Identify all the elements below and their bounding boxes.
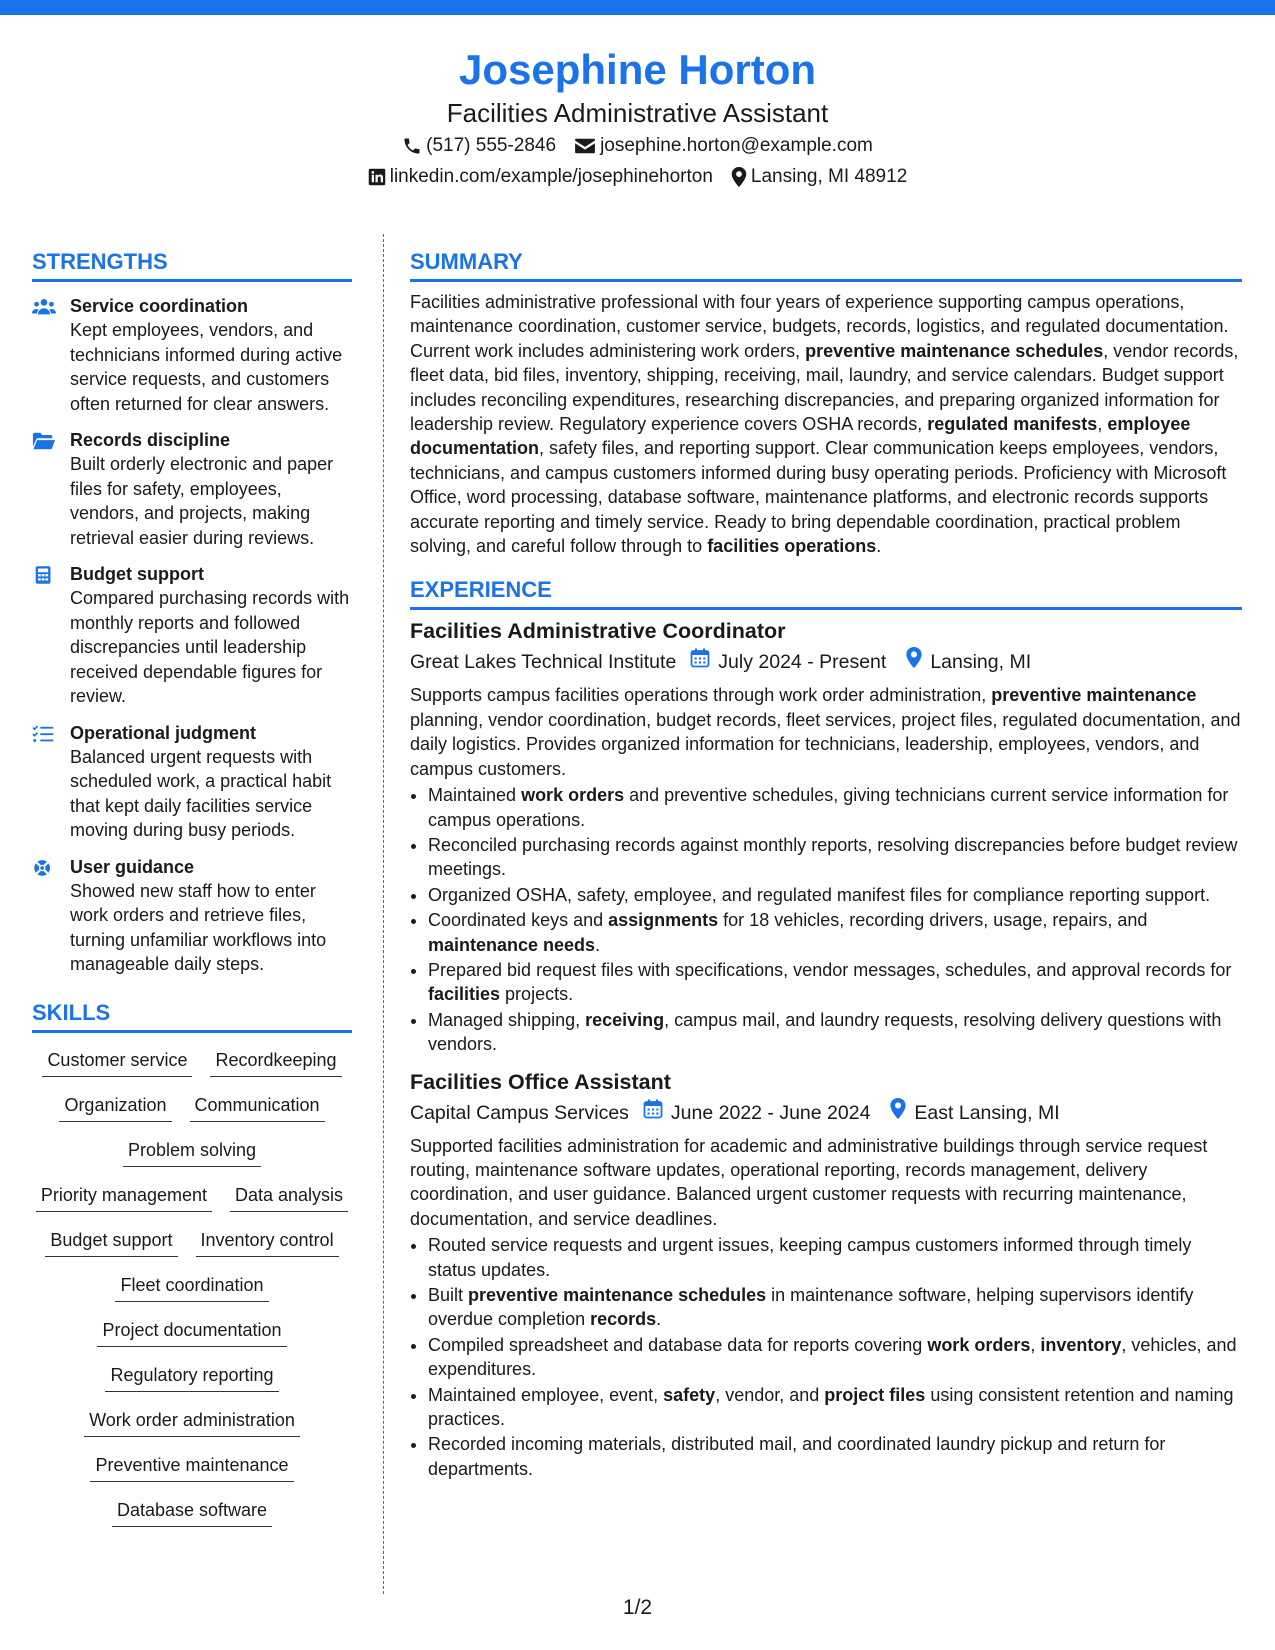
skill-row <box>32 1493 352 1538</box>
summary-heading: SUMMARY <box>410 248 1242 282</box>
skill-tag: Regulatory reporting <box>105 1363 278 1392</box>
resume-header <box>0 44 1275 192</box>
strength-item <box>32 721 352 843</box>
job-dates: July 2024 - Present <box>718 651 887 674</box>
text-run: , campus mail, and laundry requests, resolving delivery questions with vendors. <box>428 1009 1222 1055</box>
phone-number[interactable]: (517) 555-2846 <box>426 135 557 156</box>
job-description <box>410 1134 1242 1232</box>
text-run: Prepared bid request files with specifications, vendor messages, schedules, and approval records for <box>428 959 1232 980</box>
users-icon <box>32 297 56 317</box>
skill-tag: Priority management <box>36 1183 212 1212</box>
bullet-item <box>428 883 1242 907</box>
text-run: Supports campus facilities operations through work order administration, <box>410 685 992 706</box>
skills-list <box>32 1043 352 1538</box>
text-run: , vendor records, fleet data, bid files, inventory, shipping, receiving, mail, laundry, and service calendars. Budget support includes reconciling expenditures, researching discrepancies, and preparing organized information for leadership review. Regulatory experience covers OSHA records, <box>410 340 1239 435</box>
envelope-icon <box>574 137 596 155</box>
linkedin-item <box>368 161 713 192</box>
strengths-heading: STRENGTHS <box>32 248 352 282</box>
bold-keyword: project files <box>824 1384 926 1405</box>
skill-tag: Preventive maintenance <box>90 1453 293 1482</box>
text-run: , safety files, and reporting support. Clear communication keeps employees, vendors, technicians, and campus customers informed during busy operating periods. Proficiency with Microsoft Office, word processing, database software, maintenance platforms, and electronic records supports accurate reporting and timely service. Ready to bring dependable coordination, practical problem solving, and careful follow through to <box>410 438 1227 557</box>
text-run: for 18 vehicles, recording drivers, usage, repairs, and <box>718 910 1148 931</box>
text-run: . <box>656 1309 662 1330</box>
skill-row <box>32 1448 352 1493</box>
text-run: Managed shipping, <box>428 1009 586 1030</box>
skill-tag: Fleet coordination <box>115 1273 268 1302</box>
skill-row <box>32 1178 352 1223</box>
job-bullets <box>410 783 1242 1056</box>
contact-line-2 <box>0 161 1275 192</box>
experience-list <box>410 616 1242 1481</box>
bold-keyword: maintenance needs <box>428 934 596 955</box>
bullet-item <box>428 1383 1242 1432</box>
job-meta <box>410 647 1242 677</box>
job-title: Facilities Office Assistant <box>410 1069 671 1094</box>
job-entry <box>410 1067 1242 1482</box>
skill-tag: Organization <box>59 1093 171 1122</box>
skill-tag: Customer service <box>42 1048 192 1077</box>
strength-item <box>32 562 352 708</box>
location-item <box>731 161 907 192</box>
bold-keyword: facilities <box>428 984 501 1005</box>
text-run: Supported facilities administration for academic and administrative buildings through service request routing, maintenance software updates, operational reporting, records management, delivery coordination, and user guidance. Balanced urgent customer requests with recurring maintenance, documentation, and service deadlines. <box>410 1135 1208 1229</box>
skill-row <box>32 1223 352 1268</box>
linkedin-icon <box>368 168 386 186</box>
bullet-item <box>428 833 1242 882</box>
skill-tag: Communication <box>190 1093 325 1122</box>
strength-text: Showed new staff how to enter work orders and retrieve files, turning unfamiliar workflows into manageable daily steps. <box>70 880 327 975</box>
strength-text: Compared purchasing records with monthly reports and followed discrepancies until leadership received dependable figures for review. <box>70 588 350 707</box>
skill-row <box>32 1268 352 1313</box>
bold-keyword: work orders <box>521 785 625 806</box>
top-accent-bar <box>0 0 1275 15</box>
calendar-icon <box>643 1098 663 1128</box>
bold-keyword: safety <box>663 1384 716 1405</box>
job-location: East Lansing, MI <box>914 1101 1060 1124</box>
bold-keyword: records <box>590 1309 657 1330</box>
strength-title: Records discipline <box>70 430 231 451</box>
bold-keyword: work orders <box>927 1334 1031 1355</box>
text-run: in maintenance software, helping supervisors identify overdue completion <box>428 1285 1194 1330</box>
bold-keyword: preventive maintenance schedules <box>805 340 1104 361</box>
candidate-role: Facilities Administrative Assistant <box>446 98 829 128</box>
text-run: , <box>1030 1334 1041 1355</box>
text-run: and preventive schedules, giving technicians current service information for campus operations. <box>428 785 1229 830</box>
strength-text: Kept employees, vendors, and technicians informed during active service requests, and customers often returned for clear answers. <box>70 320 343 414</box>
skill-tag: Database software <box>112 1498 272 1527</box>
phone-item <box>402 130 556 161</box>
skill-row <box>32 1088 352 1133</box>
skill-row <box>32 1403 352 1448</box>
job-meta <box>410 1098 1242 1128</box>
text-run: , vendor, and <box>715 1384 825 1405</box>
strength-text: Balanced urgent requests with scheduled work, a practical habit that kept daily facilities service moving during busy periods. <box>70 746 332 841</box>
text-run: , vehicles, and expenditures. <box>428 1334 1237 1380</box>
page-number: 1/2 <box>622 1596 653 1619</box>
company-name: Capital Campus Services <box>410 1101 629 1124</box>
strength-item <box>32 855 352 977</box>
text-run: planning, vendor coordination, budget records, fleet services, project files, regulated documentation, and daily logistics. Provides organized information for technicians, leadership, employees, vendors, and campus customers. <box>410 709 1241 779</box>
strength-title: Service coordination <box>70 296 249 316</box>
location-text: Lansing, MI 48912 <box>750 166 908 187</box>
bullet-item <box>428 958 1242 1007</box>
text-run: Built <box>428 1285 469 1305</box>
bold-keyword: facilities operations <box>707 536 877 557</box>
job-location: Lansing, MI <box>930 651 1032 674</box>
calendar-icon <box>690 647 710 677</box>
company-name: Great Lakes Technical Institute <box>410 651 677 674</box>
bold-keyword: assignments <box>608 910 719 931</box>
linkedin-url[interactable]: linkedin.com/example/josephinehorton <box>389 166 713 187</box>
job-dates: June 2022 - June 2024 <box>670 1101 871 1124</box>
text-run: Maintained <box>428 785 522 806</box>
text-run: Compiled spreadsheet and database data for reports covering <box>428 1334 928 1355</box>
list-check-icon <box>32 724 56 744</box>
contact-line-1 <box>0 130 1275 161</box>
job-entry <box>410 616 1242 1056</box>
text-run: . <box>595 934 601 955</box>
strength-title: Operational judgment <box>70 722 257 743</box>
strength-item <box>32 294 352 416</box>
experience-heading: EXPERIENCE <box>410 576 1242 610</box>
bold-keyword: employee documentation <box>410 414 1191 459</box>
text-run: Recorded incoming materials, distributed mail, and coordinated laundry pickup and return for departments. <box>428 1434 1166 1479</box>
text-run: Reconciled purchasing records against monthly reports, resolving discrepancies before budget review meetings. <box>428 834 1238 880</box>
job-title: Facilities Administrative Coordinator <box>410 619 786 644</box>
candidate-name: Josephine Horton <box>458 46 817 93</box>
text-run: , <box>1097 414 1108 435</box>
email-address[interactable]: josephine.horton@example.com <box>600 135 873 156</box>
strength-item <box>32 428 352 550</box>
map-pin-icon <box>890 1098 906 1128</box>
text-run: Facilities administrative professional with four years of experience supporting campus operations, maintenance coordination, customer service, budgets, records, logistics, and regulated documentation. Current work includes administering work orders, <box>410 292 1229 361</box>
skills-heading: SKILLS <box>32 999 352 1033</box>
job-bullets <box>410 1233 1242 1481</box>
phone-icon <box>402 136 422 156</box>
map-pin-icon <box>731 167 747 187</box>
text-run: Maintained employee, event, <box>428 1384 664 1405</box>
job-description <box>410 683 1242 781</box>
bullet-item <box>428 783 1242 832</box>
life-ring-icon <box>32 858 56 878</box>
bold-keyword: regulated manifests <box>927 414 1098 435</box>
email-item <box>574 130 873 161</box>
skill-tag: Inventory control <box>196 1228 339 1257</box>
bullet-item <box>428 1283 1242 1332</box>
left-column <box>32 248 352 1538</box>
folder-open-icon <box>32 431 56 451</box>
bullet-item <box>428 1333 1242 1382</box>
bullet-item <box>428 1432 1242 1481</box>
skill-tag: Budget support <box>45 1228 177 1257</box>
right-column <box>410 248 1242 1482</box>
text-run: projects. <box>500 984 574 1005</box>
skill-tag: Recordkeeping <box>210 1048 341 1077</box>
text-run: . <box>876 536 882 557</box>
text-run: using consistent retention and naming practices. <box>428 1384 1234 1430</box>
skill-tag: Data analysis <box>230 1183 348 1212</box>
text-run: Routed service requests and urgent issues, keeping campus customers informed through timely status updates. <box>428 1235 1192 1280</box>
skill-row <box>32 1133 352 1178</box>
skill-row <box>32 1313 352 1358</box>
map-pin-icon <box>906 647 922 677</box>
bullet-item <box>428 908 1242 957</box>
strength-title: User guidance <box>70 856 195 877</box>
bold-keyword: preventive maintenance <box>991 685 1197 706</box>
bold-keyword: inventory <box>1040 1334 1122 1355</box>
skill-tag: Problem solving <box>123 1138 261 1167</box>
column-divider <box>383 234 384 1594</box>
calculator-icon <box>32 565 56 585</box>
summary-text <box>410 290 1242 558</box>
text-run: Coordinated keys and <box>428 910 609 931</box>
bold-keyword: receiving <box>585 1009 665 1030</box>
skill-row <box>32 1043 352 1088</box>
skill-row <box>32 1358 352 1403</box>
bold-keyword: preventive maintenance schedules <box>468 1285 767 1305</box>
bullet-item <box>428 1233 1242 1282</box>
bullet-item <box>428 1008 1242 1057</box>
strength-text: Built orderly electronic and paper files for safety, employees, vendors, and projects, making retrieval easier during reviews. <box>70 454 334 548</box>
text-run: Organized OSHA, safety, employee, and regulated manifest files for compliance reporting support. <box>428 884 1211 905</box>
skill-tag: Work order administration <box>84 1408 300 1437</box>
strength-title: Budget support <box>70 564 204 585</box>
skill-tag: Project documentation <box>97 1318 286 1347</box>
